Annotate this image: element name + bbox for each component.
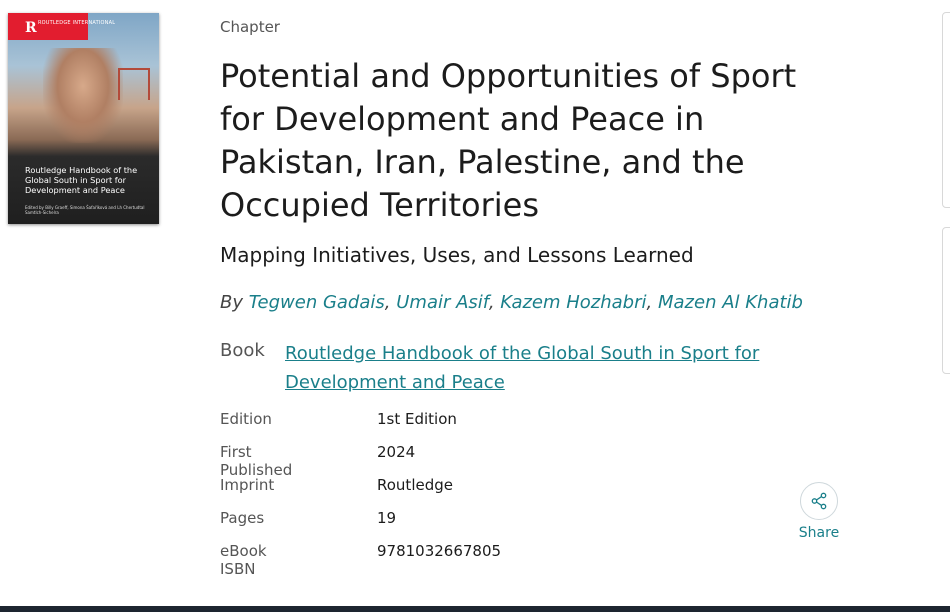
detail-value: 2024 <box>377 443 416 461</box>
detail-key: Edition <box>220 410 272 428</box>
author-link[interactable]: Mazen Al Khatib <box>657 292 803 313</box>
detail-value: Routledge <box>377 476 453 494</box>
share-label: Share <box>798 525 840 541</box>
author-link[interactable]: Umair Asif <box>396 292 489 313</box>
page-title: Potential and Opportunities of Sport for Development and Peace in Pakistan, Iran, Palestine, and the Occupied Territories <box>220 57 797 224</box>
cover-brand-text: ROUTLEDGE INTERNATIONAL <box>38 20 116 26</box>
cover-title: Routledge Handbook of the Global South in Sport for Development and Peace <box>25 165 138 195</box>
detail-value: 19 <box>377 509 397 527</box>
share-button[interactable] <box>798 482 840 541</box>
detail-value: 1st Edition <box>377 410 457 428</box>
book-title-link[interactable]: Routledge Handbook of the Global South in Sport for Development and Peace <box>285 343 760 393</box>
author-list: By Tegwen Gadais, Umair Asif, Kazem Hozhabri, Mazen Al Khatib <box>220 292 803 313</box>
content-type-label: Chapter <box>220 18 280 36</box>
sidebar-card <box>942 12 950 208</box>
share-icon-circle[interactable] <box>800 482 838 520</box>
cover-brand-box <box>8 13 88 40</box>
detail-value: 9781032667805 <box>377 542 502 560</box>
detail-key: Imprint <box>220 476 275 494</box>
author-link[interactable]: Kazem Hozhabri <box>500 292 647 313</box>
detail-key: First Published <box>220 443 293 479</box>
routledge-logo-icon: R <box>25 20 37 36</box>
book-cover-image[interactable] <box>8 13 159 224</box>
detail-key: eBook ISBN <box>220 542 267 578</box>
page-subtitle: Mapping Initiatives, Uses, and Lessons Learned <box>220 243 694 267</box>
cover-photo-hoop <box>118 68 150 100</box>
cover-editors: Edited by Billy Graeff, Simona Šafaříková and Lh Chertudtal Samtlch-Sichelra <box>25 205 145 215</box>
book-label: Book <box>220 340 265 361</box>
detail-key: Pages <box>220 509 265 527</box>
share-icon <box>810 492 828 510</box>
author-prefix: By <box>220 292 244 313</box>
cover-photo-hands <box>43 48 123 143</box>
sidebar-card <box>942 227 950 374</box>
footer-bar <box>0 606 950 612</box>
author-link[interactable]: Tegwen Gadais <box>248 292 385 313</box>
